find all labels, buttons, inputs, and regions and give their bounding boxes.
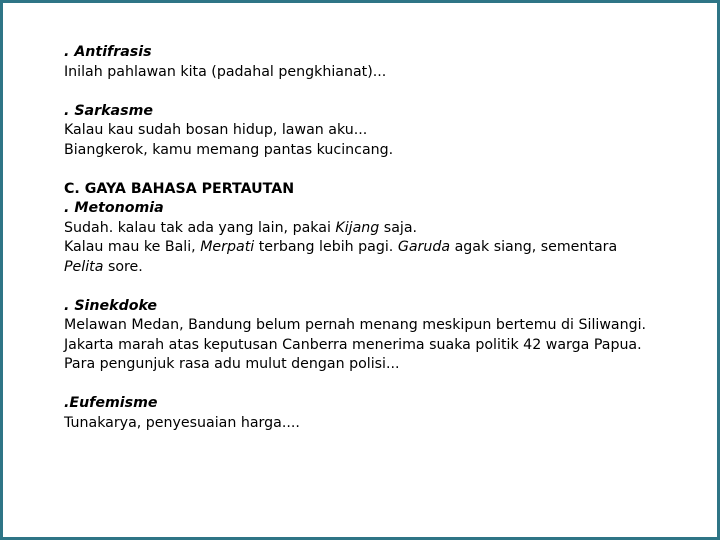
example-sarkasme-2: Biangkerok, kamu memang pantas kucincang.	[64, 141, 394, 158]
example-eufemisme: Tunakarya, penyesuaian harga....	[64, 414, 300, 431]
example-sinekdoke-3: Para pengunjuk rasa adu mulut dengan polisi...	[64, 356, 400, 372]
heading-eufemisme: .Eufemisme	[64, 395, 158, 411]
example-metonomia-2: Kalau mau ke Bali, Merpati terbang lebih pagi. Garuda agak siang, sementara	[64, 239, 618, 255]
slide-content	[64, 43, 714, 433]
example-sinekdoke-1: Melawan Medan, Bandung belum pernah menang meskipun bertemu di Siliwangi.	[64, 317, 647, 333]
heading-antifrasis: . Antifrasis	[64, 44, 152, 60]
example-sarkasme-1: Kalau kau sudah bosan hidup, lawan aku...	[64, 122, 368, 138]
example-sinekdoke-2: Jakarta marah atas keputusan Canberra menerima suaka politik 42 warga Papua.	[64, 336, 642, 353]
example-antifrasis: Inilah pahlawan kita (padahal pengkhianat)...	[64, 63, 387, 80]
example-metonomia-1: Sudah. kalau tak ada yang lain, pakai Kijang saja.	[64, 219, 418, 236]
heading-sarkasme: . Sarkasme	[64, 102, 153, 119]
heading-sinekdoke: . Sinekdoke	[64, 297, 158, 314]
example-metonomia-3: Pelita sore.	[64, 258, 143, 275]
heading-metonomia: . Metonomia	[64, 200, 164, 216]
section-title-gaya-bahasa-pertautan: C. GAYA BAHASA PERTAUTAN	[64, 180, 295, 197]
